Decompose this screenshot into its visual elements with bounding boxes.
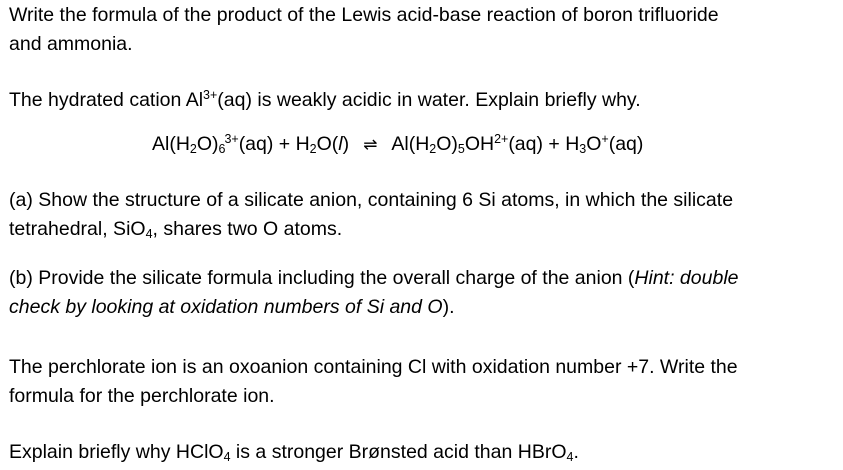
qa-line1: (a) Show the structure of a silicate anion, containing 6 Si atoms, in which the silicate — [9, 189, 734, 211]
q1-line1: Write the formula of the product of the Lewis acid-base reaction of boron trifluoride — [9, 4, 719, 26]
equation-left-side: $Al(H_2O)_6^{3+}(aq) + H_2O(l)$ — [152, 132, 350, 157]
qa-line2: tetrahedral, SiO$_4$, shares two O atoms. — [9, 218, 343, 242]
q1-line2: and ammonia. — [9, 33, 133, 55]
equilibrium-equation — [152, 130, 643, 159]
q4-line: Explain briefly why HClO$_4$ is a stronger Brønsted acid than HBrO$_4$. — [9, 441, 579, 465]
q3-line1: The perchlorate ion is an oxoanion containing Cl with oxidation number +7. Write the — [9, 356, 738, 378]
equilibrium-arrow-icon: ⇌ — [363, 135, 378, 154]
qb-line2: check by looking at oxidation numbers of Si and O). — [9, 296, 455, 318]
equation-right-side: $Al(H_2O)_5OH^{2+}(aq) + H_3O^+(aq)$ — [391, 132, 644, 157]
qb-line1: (b) Provide the silicate formula including the overall charge of the anion (Hint: double — [9, 267, 739, 289]
q3-line2: formula for the perchlorate ion. — [9, 385, 275, 407]
q2-intro: The hydrated cation $Al^{3+}(aq)$ is weakly acidic in water. Explain briefly why. — [9, 88, 641, 111]
